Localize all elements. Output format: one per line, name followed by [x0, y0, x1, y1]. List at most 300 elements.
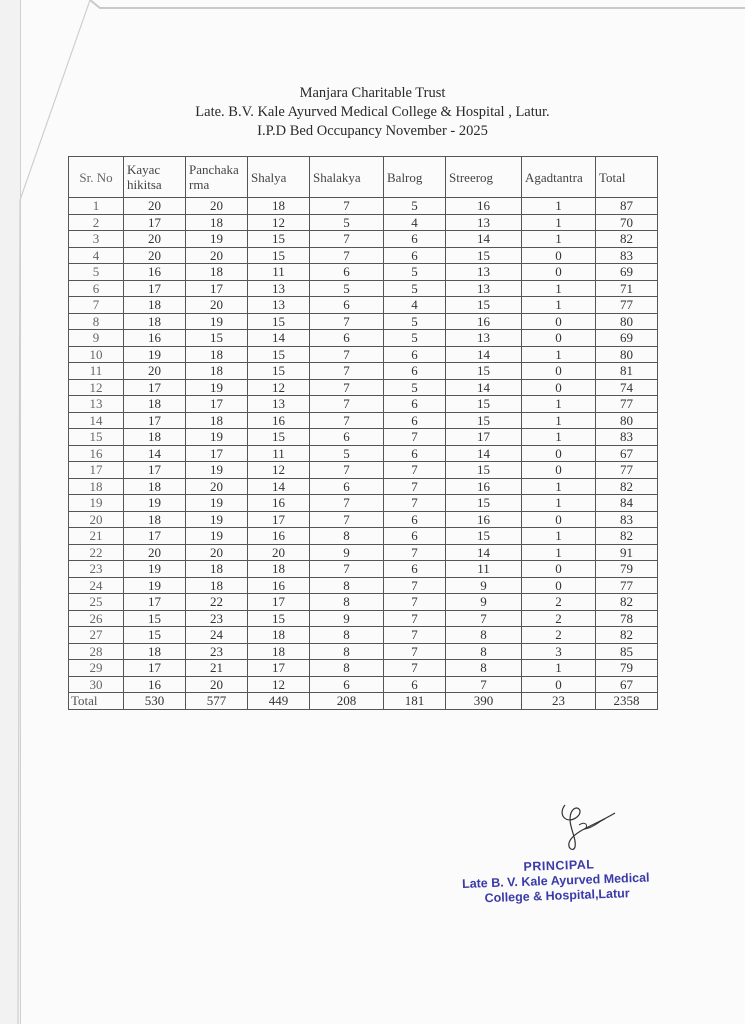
serial-cell: 9: [69, 330, 124, 347]
table-cell: 1: [522, 495, 596, 512]
stamp-hospital: College & Hospital,Latur: [484, 886, 630, 906]
table-cell: 15: [446, 247, 522, 264]
table-cell: 83: [596, 429, 658, 446]
table-cell: 77: [596, 577, 658, 594]
table-cell: 5: [384, 330, 446, 347]
table-cell: 20: [186, 297, 248, 314]
total-cell: 2358: [596, 693, 658, 710]
table-cell: 6: [384, 346, 446, 363]
table-row: [69, 478, 658, 495]
table-cell: 5: [310, 214, 384, 231]
table-cell: 15: [124, 627, 186, 644]
table-cell: 7: [310, 198, 384, 215]
table-cell: 8: [310, 643, 384, 660]
table-cell: 17: [186, 396, 248, 413]
table-cell: 13: [446, 214, 522, 231]
table-cell: 18: [186, 346, 248, 363]
table-cell: 7: [384, 495, 446, 512]
table-cell: 16: [446, 511, 522, 528]
table-cell: 18: [124, 511, 186, 528]
table-cell: 7: [310, 396, 384, 413]
table-cell: 15: [446, 297, 522, 314]
table-cell: 11: [446, 561, 522, 578]
serial-cell: 24: [69, 577, 124, 594]
table-cell: 17: [124, 660, 186, 677]
table-row: [69, 231, 658, 248]
table-cell: 16: [248, 528, 310, 545]
serial-cell: 16: [69, 445, 124, 462]
column-header: Agadtantra: [522, 157, 596, 198]
table-row: [69, 577, 658, 594]
principal-stamp: [461, 854, 692, 907]
table-cell: 13: [248, 280, 310, 297]
serial-cell: 5: [69, 264, 124, 281]
table-cell: 15: [248, 231, 310, 248]
table-cell: 12: [248, 214, 310, 231]
table-cell: 17: [124, 594, 186, 611]
table-cell: 6: [310, 478, 384, 495]
table-cell: 0: [522, 462, 596, 479]
table-row: [69, 627, 658, 644]
table-cell: 77: [596, 297, 658, 314]
table-cell: 17: [124, 462, 186, 479]
serial-cell: 8: [69, 313, 124, 330]
table-cell: 14: [446, 231, 522, 248]
serial-cell: 17: [69, 462, 124, 479]
table-cell: 6: [384, 511, 446, 528]
table-cell: 17: [124, 280, 186, 297]
table-cell: 7: [384, 594, 446, 611]
table-row: [69, 198, 658, 215]
table-row: [69, 396, 658, 413]
table-cell: 6: [310, 264, 384, 281]
college-name: Late. B.V. Kale Ayurved Medical College & Hospital , Latur.: [195, 104, 550, 120]
table-row: [69, 594, 658, 611]
stamp-title: PRINCIPAL: [523, 857, 595, 874]
table-cell: 15: [446, 396, 522, 413]
table-cell: 20: [186, 198, 248, 215]
table-cell: 77: [596, 462, 658, 479]
table-cell: 15: [186, 330, 248, 347]
table-cell: 22: [186, 594, 248, 611]
table-cell: 0: [522, 445, 596, 462]
total-cell: 530: [124, 693, 186, 710]
table-cell: 6: [384, 561, 446, 578]
table-row: [69, 247, 658, 264]
table-cell: 11: [248, 264, 310, 281]
table-cell: 83: [596, 247, 658, 264]
table-cell: 9: [310, 610, 384, 627]
table-cell: 1: [522, 297, 596, 314]
table-cell: 7: [384, 429, 446, 446]
table-cell: 6: [384, 363, 446, 380]
table-cell: 19: [186, 511, 248, 528]
table-cell: 19: [186, 313, 248, 330]
table-cell: 70: [596, 214, 658, 231]
table-row: [69, 462, 658, 479]
table-cell: 17: [124, 379, 186, 396]
column-header: Panchaka rma: [186, 157, 248, 198]
table-cell: 16: [446, 478, 522, 495]
table-cell: 0: [522, 676, 596, 693]
table-cell: 0: [522, 561, 596, 578]
table-cell: 18: [124, 297, 186, 314]
serial-cell: 14: [69, 412, 124, 429]
table-cell: 17: [248, 660, 310, 677]
table-cell: 74: [596, 379, 658, 396]
table-cell: 18: [186, 214, 248, 231]
table-cell: 16: [124, 330, 186, 347]
table-cell: 7: [310, 346, 384, 363]
serial-cell: 30: [69, 676, 124, 693]
table-cell: 82: [596, 478, 658, 495]
stamp-institution: Late B. V. Kale Ayurved Medical: [461, 870, 650, 892]
table-cell: 14: [446, 346, 522, 363]
table-cell: 6: [384, 231, 446, 248]
table-cell: 18: [248, 561, 310, 578]
table-row: [69, 330, 658, 347]
table-cell: 8: [310, 594, 384, 611]
table-cell: 20: [124, 247, 186, 264]
table-cell: 16: [446, 198, 522, 215]
table-cell: 19: [124, 346, 186, 363]
serial-cell: 15: [69, 429, 124, 446]
table-cell: 0: [522, 313, 596, 330]
table-cell: 18: [124, 313, 186, 330]
table-cell: 18: [124, 429, 186, 446]
table-cell: 16: [446, 313, 522, 330]
table-cell: 19: [186, 462, 248, 479]
table-cell: 23: [186, 610, 248, 627]
serial-cell: 25: [69, 594, 124, 611]
table-cell: 7: [446, 676, 522, 693]
table-cell: 69: [596, 330, 658, 347]
table-row: [69, 511, 658, 528]
serial-cell: 19: [69, 495, 124, 512]
table-cell: 15: [248, 346, 310, 363]
table-row: [69, 412, 658, 429]
table-cell: 9: [446, 594, 522, 611]
table-cell: 67: [596, 445, 658, 462]
table-cell: 17: [124, 528, 186, 545]
table-cell: 24: [186, 627, 248, 644]
column-header: Streerog: [446, 157, 522, 198]
table-cell: 16: [248, 412, 310, 429]
total-cell: 449: [248, 693, 310, 710]
table-cell: 2: [522, 610, 596, 627]
table-row: [69, 528, 658, 545]
table-cell: 20: [124, 363, 186, 380]
principal-signature: [555, 795, 625, 855]
table-cell: 21: [186, 660, 248, 677]
table-cell: 18: [186, 412, 248, 429]
table-row: [69, 363, 658, 380]
table-cell: 79: [596, 561, 658, 578]
table-cell: 82: [596, 528, 658, 545]
serial-cell: 23: [69, 561, 124, 578]
table-cell: 0: [522, 247, 596, 264]
serial-cell: 13: [69, 396, 124, 413]
table-cell: 7: [384, 627, 446, 644]
serial-cell: 12: [69, 379, 124, 396]
table-cell: 7: [384, 544, 446, 561]
table-cell: 17: [248, 511, 310, 528]
table-cell: 15: [248, 313, 310, 330]
serial-cell: 18: [69, 478, 124, 495]
document-header: [0, 84, 745, 141]
table-cell: 1: [522, 214, 596, 231]
table-cell: 8: [310, 528, 384, 545]
table-cell: 17: [124, 214, 186, 231]
table-cell: 19: [124, 495, 186, 512]
table-cell: 15: [248, 363, 310, 380]
table-row: [69, 214, 658, 231]
table-cell: 91: [596, 544, 658, 561]
table-cell: 18: [248, 627, 310, 644]
table-cell: 1: [522, 346, 596, 363]
table-row: [69, 676, 658, 693]
bed-occupancy-table: [68, 156, 658, 710]
table-cell: 15: [446, 363, 522, 380]
table-cell: 13: [446, 330, 522, 347]
table-cell: 5: [384, 379, 446, 396]
serial-cell: 26: [69, 610, 124, 627]
table-row: [69, 297, 658, 314]
table-cell: 7: [446, 610, 522, 627]
table-cell: 15: [446, 412, 522, 429]
report-title: I.P.D Bed Occupancy November - 2025: [257, 123, 488, 139]
table-cell: 8: [310, 577, 384, 594]
table-cell: 83: [596, 511, 658, 528]
table-cell: 15: [446, 495, 522, 512]
table-cell: 14: [446, 445, 522, 462]
serial-cell: 6: [69, 280, 124, 297]
table-cell: 14: [446, 379, 522, 396]
table-cell: 7: [310, 511, 384, 528]
table-cell: 7: [384, 462, 446, 479]
table-cell: 5: [310, 280, 384, 297]
total-cell: 208: [310, 693, 384, 710]
table-cell: 6: [310, 330, 384, 347]
table-cell: 6: [384, 445, 446, 462]
table-cell: 0: [522, 379, 596, 396]
table-cell: 6: [384, 412, 446, 429]
column-header: Shalya: [248, 157, 310, 198]
table-row: [69, 445, 658, 462]
table-cell: 5: [384, 264, 446, 281]
table-cell: 20: [186, 478, 248, 495]
table-cell: 7: [310, 462, 384, 479]
serial-cell: 28: [69, 643, 124, 660]
table-row: [69, 495, 658, 512]
table-cell: 23: [186, 643, 248, 660]
table-cell: 18: [186, 577, 248, 594]
table-body: [69, 198, 658, 693]
table-cell: 1: [522, 396, 596, 413]
table-cell: 20: [124, 544, 186, 561]
table-cell: 19: [186, 379, 248, 396]
table-cell: 12: [248, 462, 310, 479]
table-row: [69, 346, 658, 363]
table-cell: 4: [384, 214, 446, 231]
table-cell: 4: [384, 297, 446, 314]
table-cell: 5: [384, 313, 446, 330]
table-header-row: [69, 157, 658, 198]
table-cell: 15: [446, 462, 522, 479]
table-cell: 15: [248, 247, 310, 264]
table-cell: 5: [384, 198, 446, 215]
table-cell: 12: [248, 676, 310, 693]
table-cell: 18: [248, 198, 310, 215]
table-cell: 85: [596, 643, 658, 660]
table-cell: 15: [248, 429, 310, 446]
table-cell: 7: [384, 478, 446, 495]
table-cell: 8: [310, 660, 384, 677]
totals-label: Total: [69, 693, 124, 710]
serial-cell: 7: [69, 297, 124, 314]
totals-row: [69, 693, 658, 710]
table-cell: 1: [522, 478, 596, 495]
table-cell: 13: [446, 264, 522, 281]
table-cell: 82: [596, 627, 658, 644]
table-cell: 16: [248, 577, 310, 594]
table-cell: 71: [596, 280, 658, 297]
table-cell: 78: [596, 610, 658, 627]
table-cell: 1: [522, 412, 596, 429]
serial-cell: 3: [69, 231, 124, 248]
table-cell: 19: [124, 577, 186, 594]
table-cell: 17: [186, 445, 248, 462]
serial-cell: 20: [69, 511, 124, 528]
serial-cell: 11: [69, 363, 124, 380]
table-cell: 82: [596, 594, 658, 611]
total-cell: 577: [186, 693, 248, 710]
table-cell: 18: [124, 478, 186, 495]
table-row: [69, 313, 658, 330]
table-cell: 7: [310, 412, 384, 429]
table-cell: 0: [522, 330, 596, 347]
table-cell: 17: [248, 594, 310, 611]
table-cell: 15: [446, 528, 522, 545]
table-cell: 2: [522, 594, 596, 611]
table-cell: 7: [310, 495, 384, 512]
table-row: [69, 643, 658, 660]
table-cell: 18: [124, 643, 186, 660]
table-cell: 80: [596, 313, 658, 330]
table-cell: 0: [522, 264, 596, 281]
table-cell: 20: [186, 544, 248, 561]
table-cell: 18: [186, 264, 248, 281]
table-cell: 1: [522, 231, 596, 248]
table-cell: 7: [384, 577, 446, 594]
table-cell: 20: [186, 247, 248, 264]
table-cell: 1: [522, 528, 596, 545]
table-cell: 20: [248, 544, 310, 561]
column-header: Total: [596, 157, 658, 198]
column-header: Sr. No: [69, 157, 124, 198]
serial-cell: 21: [69, 528, 124, 545]
table-cell: 6: [384, 676, 446, 693]
table-cell: 16: [124, 264, 186, 281]
table-cell: 6: [384, 396, 446, 413]
serial-cell: 4: [69, 247, 124, 264]
table-cell: 14: [248, 478, 310, 495]
table-row: [69, 264, 658, 281]
table-cell: 1: [522, 429, 596, 446]
table-cell: 18: [186, 561, 248, 578]
column-header: Shalakya: [310, 157, 384, 198]
table-cell: 7: [310, 363, 384, 380]
table-cell: 18: [124, 396, 186, 413]
table-cell: 81: [596, 363, 658, 380]
table-cell: 19: [124, 561, 186, 578]
serial-cell: 10: [69, 346, 124, 363]
table-cell: 9: [446, 577, 522, 594]
table-cell: 8: [446, 643, 522, 660]
table-cell: 82: [596, 231, 658, 248]
table-cell: 1: [522, 198, 596, 215]
table-cell: 18: [248, 643, 310, 660]
table-cell: 0: [522, 577, 596, 594]
table-cell: 6: [384, 247, 446, 264]
table-cell: 11: [248, 445, 310, 462]
table-cell: 19: [186, 495, 248, 512]
table-cell: 1: [522, 660, 596, 677]
column-header: Balrog: [384, 157, 446, 198]
serial-cell: 27: [69, 627, 124, 644]
table-cell: 1: [522, 544, 596, 561]
table-cell: 19: [186, 231, 248, 248]
table-cell: 20: [124, 198, 186, 215]
table-row: [69, 379, 658, 396]
table-cell: 80: [596, 346, 658, 363]
table-cell: 6: [310, 429, 384, 446]
table-cell: 16: [124, 676, 186, 693]
table-cell: 2: [522, 627, 596, 644]
table-cell: 14: [124, 445, 186, 462]
table-cell: 18: [186, 363, 248, 380]
table-cell: 79: [596, 660, 658, 677]
table-cell: 0: [522, 363, 596, 380]
table-cell: 15: [248, 610, 310, 627]
table-cell: 77: [596, 396, 658, 413]
table-cell: 13: [446, 280, 522, 297]
table-cell: 1: [522, 280, 596, 297]
table-cell: 14: [248, 330, 310, 347]
table-cell: 7: [384, 643, 446, 660]
table-row: [69, 610, 658, 627]
table-row: [69, 429, 658, 446]
table-cell: 7: [384, 610, 446, 627]
serial-cell: 1: [69, 198, 124, 215]
total-cell: 390: [446, 693, 522, 710]
table-cell: 84: [596, 495, 658, 512]
trust-name: Manjara Charitable Trust: [299, 85, 446, 101]
table-cell: 5: [310, 445, 384, 462]
table-cell: 17: [186, 280, 248, 297]
table-cell: 6: [310, 676, 384, 693]
table-cell: 67: [596, 676, 658, 693]
table-cell: 80: [596, 412, 658, 429]
table-cell: 69: [596, 264, 658, 281]
table-cell: 9: [310, 544, 384, 561]
table-cell: 8: [310, 627, 384, 644]
table-cell: 7: [384, 660, 446, 677]
table-cell: 87: [596, 198, 658, 215]
total-cell: 23: [522, 693, 596, 710]
table-cell: 7: [310, 561, 384, 578]
table-cell: 8: [446, 660, 522, 677]
